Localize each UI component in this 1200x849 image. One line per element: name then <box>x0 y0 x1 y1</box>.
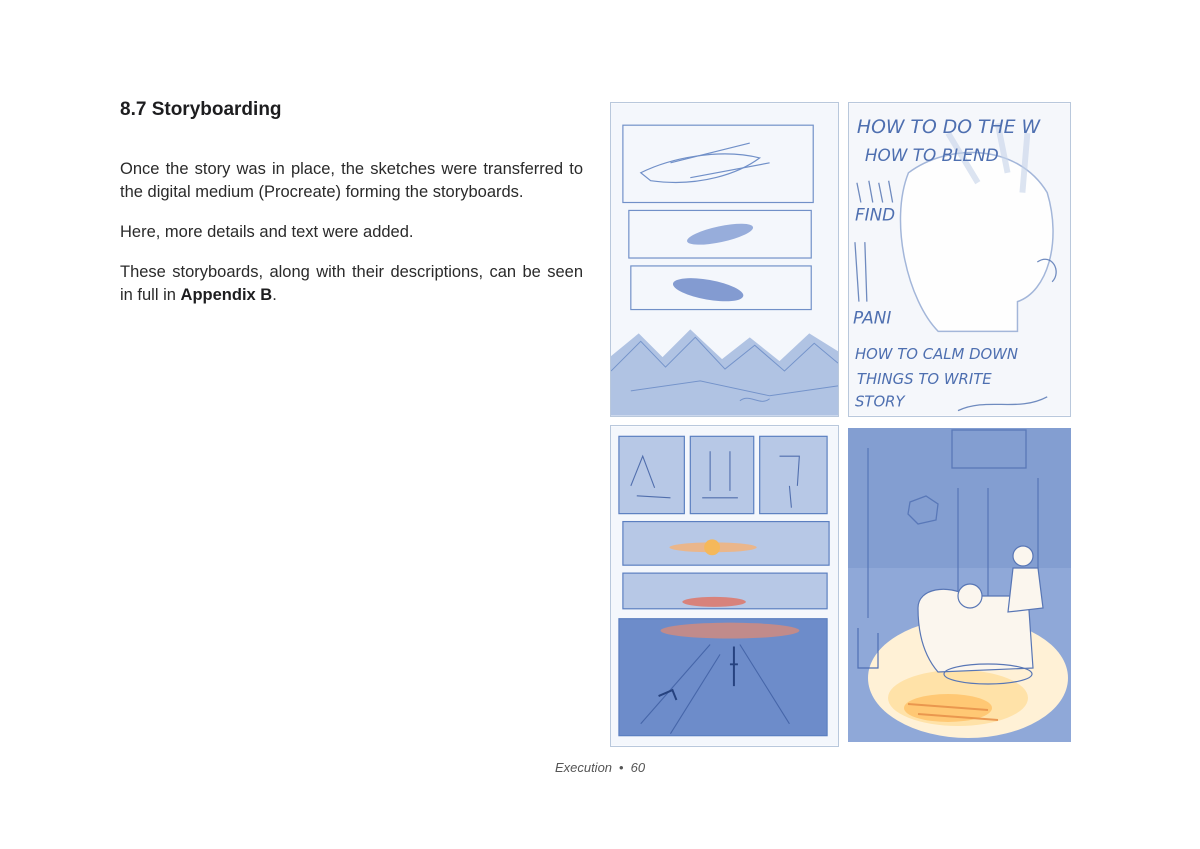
sketch-text-line3: FIND <box>854 204 896 225</box>
storyboard-panel-sunset <box>610 425 839 747</box>
footer-section: Execution <box>554 760 613 775</box>
paragraph-intro: Once the story was in place, the sketches were transferred to the digital medium (Procreate) forming the storyboards. <box>120 160 583 201</box>
sunset-sketch-image <box>611 426 838 746</box>
room-sketch-image <box>848 428 1071 742</box>
handwriting-sketch-image <box>849 103 1070 416</box>
paragraph-appendix-text: These storyboards, along with their descriptions, can be seen in full in <box>120 263 583 304</box>
footer-page-number: 60 <box>630 760 646 775</box>
paragraph-appendix-end: . <box>272 286 277 304</box>
footer-separator: • <box>619 760 624 775</box>
sketch-text-line4: PANI <box>852 307 892 328</box>
page-footer <box>0 760 1200 775</box>
sketch-text-line5: HOW TO CALM DOWN <box>854 345 1019 364</box>
feathers-sketch-image <box>611 103 838 416</box>
section-heading: 8.7 Storyboarding <box>120 99 282 120</box>
storyboard-panel-feathers <box>610 102 839 417</box>
sketch-text-line6: THINGS TO WRITE <box>856 369 992 388</box>
paragraph-appendix <box>120 261 583 307</box>
sketch-text-line7: STORY <box>854 392 905 411</box>
storyboard-panel-room <box>848 428 1071 742</box>
paragraph-details: Here, more details and text were added. <box>120 223 414 241</box>
storyboard-panel-handwriting <box>848 102 1071 417</box>
sketch-text-line1: HOW TO DO THE W <box>856 117 1041 139</box>
appendix-link-text: Appendix B <box>180 286 273 304</box>
sketch-text-line2: HOW TO BLEND <box>864 144 999 165</box>
